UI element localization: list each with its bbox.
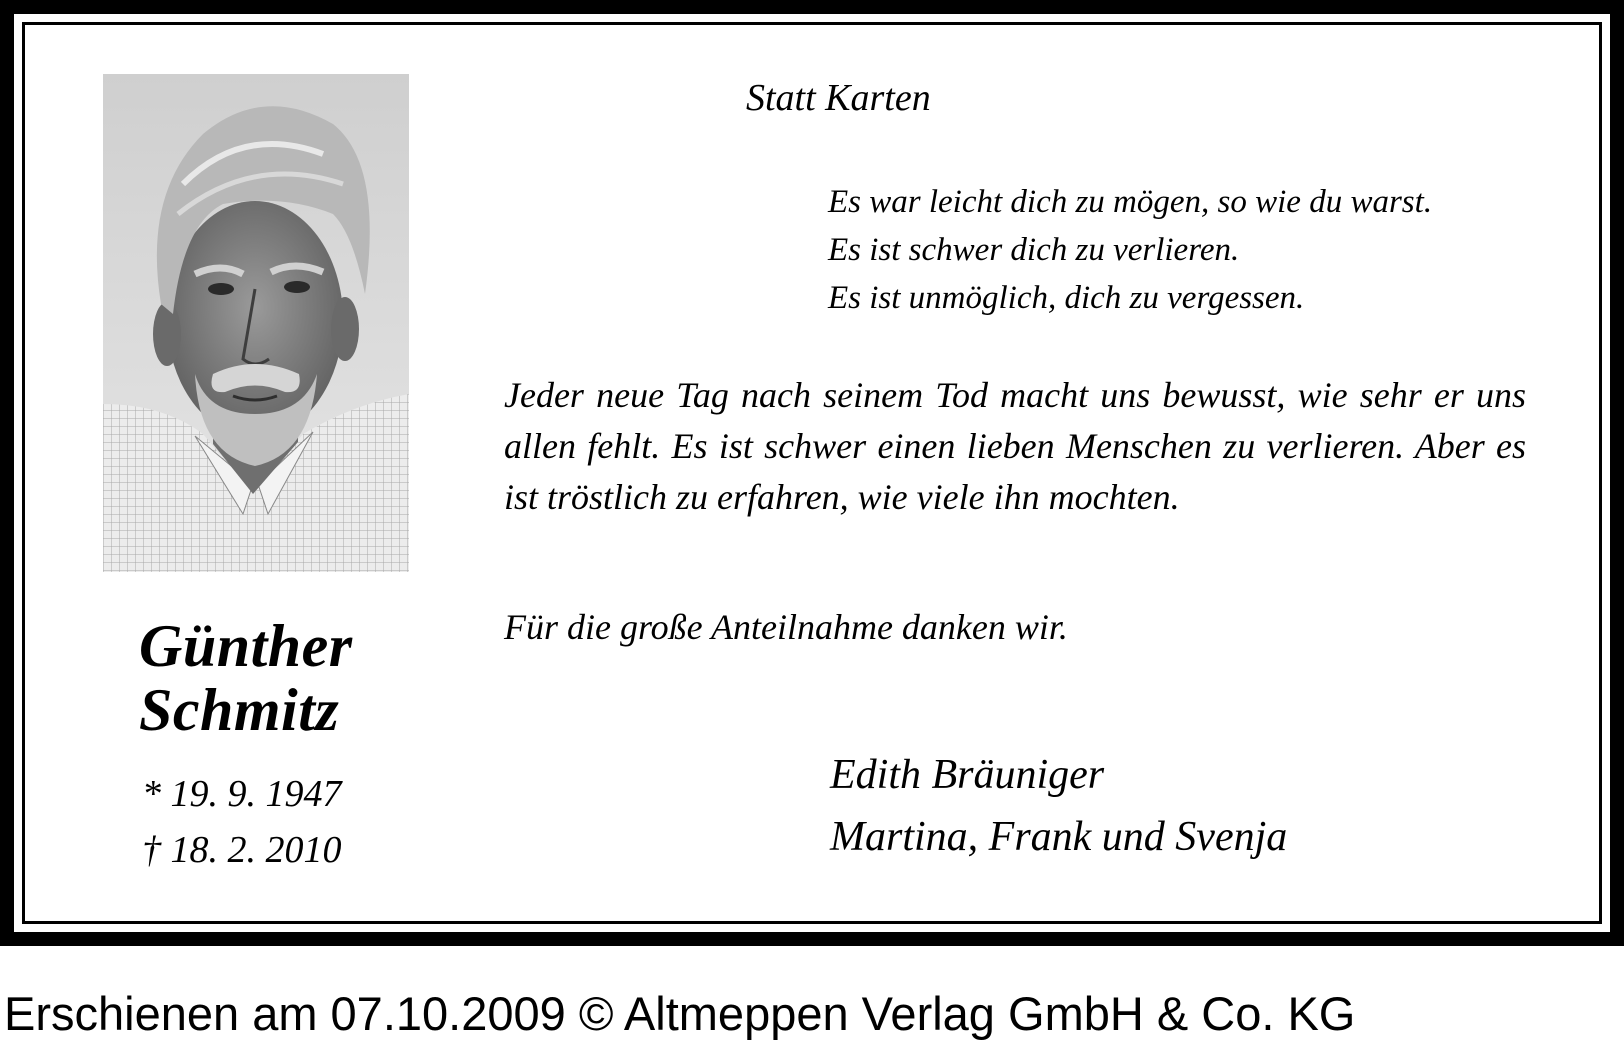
publication-footer: Erschienen am 07.10.2009 © Altmeppen Verlag GmbH & Co. KG — [4, 987, 1356, 1040]
deceased-first-name: Günther — [139, 613, 353, 679]
mourner-name: Edith Bräuniger — [830, 752, 1105, 798]
deceased-name — [139, 614, 353, 742]
poem-line: Es war leicht dich zu mögen, so wie du warst. — [828, 184, 1433, 220]
message-paragraph: Jeder neue Tag nach seinem Tod macht uns bewusst, wie sehr er uns allen fehlt. Es ist schwer einen lieben Menschen zu verlieren. Aber es ist tröstlich zu erfahren, wie viele ihn mochten. — [504, 375, 1526, 517]
birth-date: * 19. 9. 1947 — [142, 773, 342, 815]
mourner-name: Martina, Frank und Svenja — [830, 814, 1288, 860]
poem-line: Es ist schwer dich zu verlieren. — [828, 232, 1240, 268]
death-date: † 18. 2. 2010 — [142, 829, 342, 871]
deceased-last-name: Schmitz — [139, 677, 340, 743]
life-dates — [142, 766, 342, 878]
mourners — [830, 744, 1287, 868]
notice-heading: Statt Karten — [746, 77, 931, 119]
thanks-line: Für die große Anteilnahme danken wir. — [504, 607, 1068, 647]
portrait-photo — [103, 74, 409, 572]
notice-paper — [14, 14, 1610, 932]
portrait-image — [103, 74, 409, 572]
poem-line: Es ist unmöglich, dich zu vergessen. — [828, 280, 1305, 316]
poem — [828, 178, 1432, 322]
